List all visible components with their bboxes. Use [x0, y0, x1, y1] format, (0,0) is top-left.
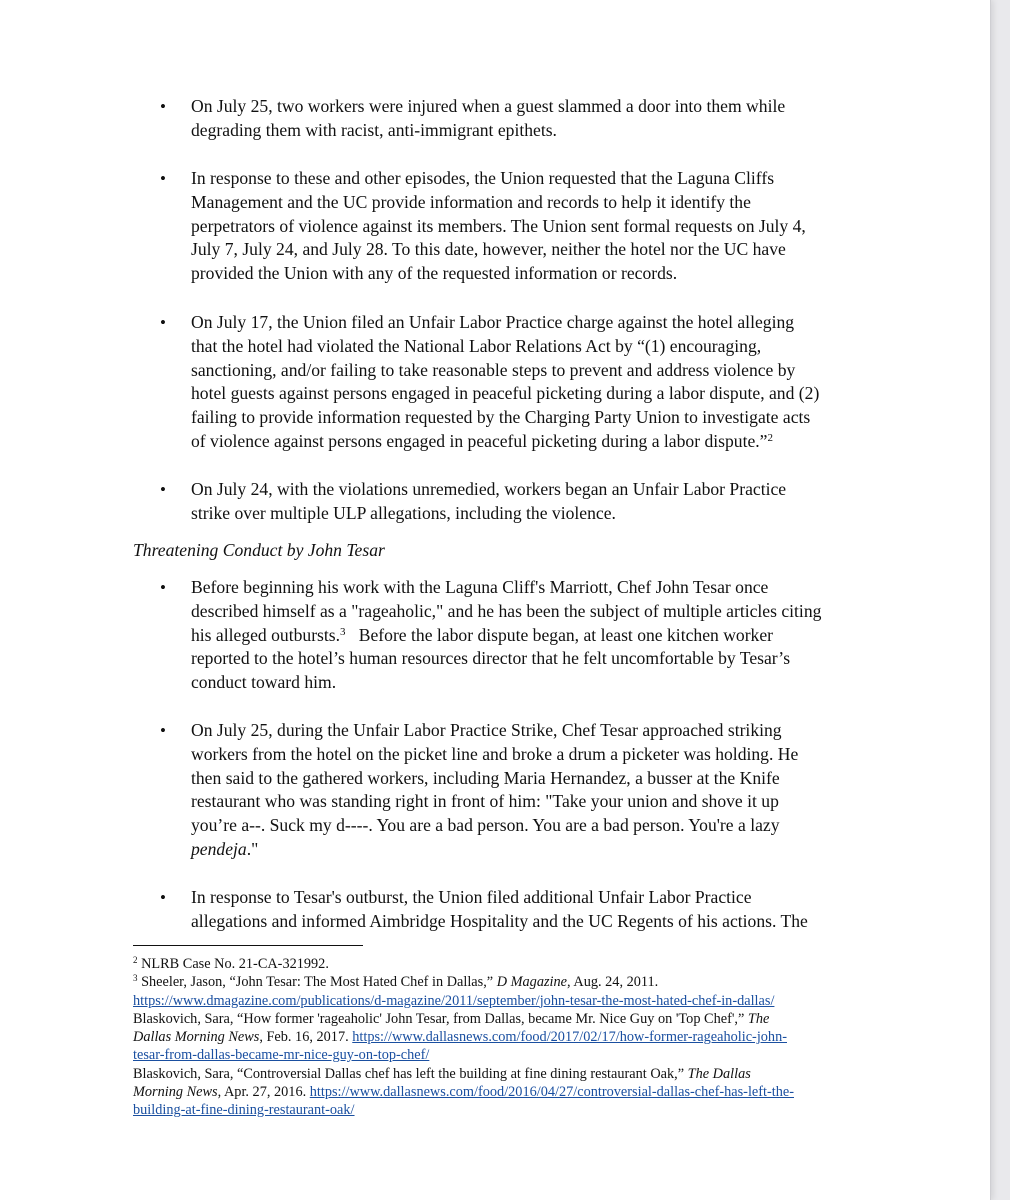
footnote-line [133, 1010, 893, 1028]
bullet-icon: • [160, 480, 166, 499]
text-line: provided the Union with any of the requested information or records. [191, 263, 678, 284]
footnote-ref: 2 [767, 431, 773, 444]
bullet-icon: • [160, 97, 166, 116]
publication-name: Dallas Morning News [133, 1029, 260, 1046]
bullet-text [191, 311, 881, 454]
text-line: that the hotel had violated the National Labor Relations Act by “(1) encouraging, [191, 335, 762, 356]
text-line: conduct toward him. [191, 672, 337, 693]
publication-name: Morning News [133, 1084, 218, 1101]
footnote-text: Blaskovich, Sara, “Controversial Dallas chef has left the building at fine dining restaurant Oak,” [133, 1065, 688, 1082]
text-line: On July 25, two workers were injured when a guest slammed a door into them while [191, 96, 786, 116]
footnote-2 [133, 955, 893, 973]
text-line: hotel guests against persons engaged in peaceful picketing during a labor dispute, and (2) [191, 383, 820, 404]
text-line: failing to provide information requested by the Charging Party Union to investigate acts [191, 407, 811, 428]
text-segment: pendeja [191, 838, 247, 859]
footnote-line [133, 1028, 893, 1046]
bullet-icon: • [160, 169, 166, 188]
text-line: restaurant who was standing right in front of him: "Take your union and shove it up [191, 791, 779, 812]
text-line: In response to Tesar's outburst, the Union filed additional Unfair Labor Practice [191, 887, 752, 907]
text-line: described himself as a "rageaholic," and he has been the subject of multiple articles citing [191, 600, 822, 621]
publication-name: The Dallas [687, 1065, 751, 1082]
footnote-line [133, 1101, 893, 1119]
footnote-line [133, 1065, 893, 1083]
footnote-line [133, 1083, 893, 1101]
dallasnews-link-2017[interactable]: tesar-from-dallas-became-mr-nice-guy-on-top-chef/ [133, 1047, 430, 1064]
dallasnews-link-2016[interactable]: https://www.dallasnews.com/food/2016/04/27/controversial-dallas-chef-has-left-the- [309, 1084, 794, 1101]
text-line: Management and the UC provide information and records to help it identify the [191, 191, 751, 212]
footnote-text: , Aug. 24, 2011. [567, 974, 659, 991]
dmagazine-link[interactable]: https://www.dmagazine.com/publications/d-magazine/2011/september/john-tesar-the-most-hated-chef-in-dallas/ [133, 992, 775, 1009]
footnote-line [133, 992, 893, 1010]
footnote-number: 3 [133, 973, 138, 984]
text-line [191, 430, 881, 454]
text-line: allegations and informed Aimbridge Hospitality and the UC Regents of his actions. The [191, 910, 808, 931]
footnote-line [133, 1046, 893, 1064]
bullet-text [191, 95, 881, 143]
publication-name: D Magazine [496, 974, 568, 991]
text-line: strike over multiple ULP allegations, including the violence. [191, 502, 616, 523]
text-segment: of violence against persons engaged in peaceful picketing during a labor dispute.” [191, 430, 768, 451]
text-line: July 7, July 24, and July 28. To this date, however, neither the hotel nor the UC have [191, 239, 786, 260]
text-line: degrading them with racist, anti-immigrant epithets. [191, 119, 557, 140]
text-line: reported to the hotel’s human resources director that he felt uncomfortable by Tesar’s [191, 648, 791, 669]
footnote-text: NLRB Case No. 21-CA-321992. [137, 956, 329, 972]
text-line: perpetrators of violence against its members. The Union sent formal requests on July 4, [191, 215, 806, 236]
bullet-text [191, 478, 881, 526]
footnote-text: Sheeler, Jason, “John Tesar: The Most Hated Chef in Dallas,” [137, 974, 497, 991]
text-line: workers from the hotel on the picket line and broke a drum a picketer was holding. He [191, 743, 799, 764]
footnote-ref: 3 [340, 625, 346, 638]
footnote-divider [133, 945, 363, 946]
text-segment: his alleged outbursts. [191, 624, 341, 645]
bullet-icon: • [160, 888, 166, 907]
section-heading: Threatening Conduct by John Tesar [133, 540, 385, 560]
text-line: Before beginning his work with the Laguna Cliff's Marriott, Chef John Tesar once [191, 577, 769, 597]
text-segment: ." [246, 838, 259, 859]
text-segment: Before the labor dispute began, at least one kitchen worker [345, 624, 774, 645]
bullet-icon: • [160, 578, 166, 597]
publication-name: The [747, 1010, 770, 1027]
footnote-3 [133, 973, 893, 991]
text-line: On July 25, during the Unfair Labor Practice Strike, Chef Tesar approached striking [191, 720, 782, 740]
text-line [191, 838, 881, 862]
footnote-text: , Feb. 16, 2017. [259, 1029, 353, 1046]
text-line: sanctioning, and/or failing to take reasonable steps to prevent and address violence by [191, 359, 796, 380]
text-line: you’re a--. Suck my d----. You are a bad person. You are a bad person. You're a lazy [191, 815, 780, 836]
bullet-text [191, 886, 881, 934]
footnote-number: 2 [133, 955, 138, 965]
bullet-text [191, 719, 881, 862]
footnote-text: , Apr. 27, 2016. [217, 1084, 310, 1101]
footnote-text: Blaskovich, Sara, “How former 'rageaholic' John Tesar, from Dallas, became Mr. Nice Guy on 'Top Chef',” [133, 1010, 748, 1027]
dallasnews-link-2016[interactable]: building-at-fine-dining-restaurant-oak/ [133, 1102, 355, 1119]
bullet-icon: • [160, 313, 166, 332]
text-line: In response to these and other episodes, the Union requested that the Laguna Cliffs [191, 168, 775, 188]
dallasnews-link-2017[interactable]: https://www.dallasnews.com/food/2017/02/17/how-former-rageaholic-john- [352, 1029, 787, 1046]
text-line [191, 624, 881, 648]
text-line: then said to the gathered workers, including Maria Hernandez, a busser at the Knife [191, 767, 780, 788]
bullet-text [191, 167, 881, 286]
footnotes [133, 955, 893, 1120]
bullet-text [191, 576, 881, 695]
text-line: On July 24, with the violations unremedied, workers began an Unfair Labor Practice [191, 479, 787, 499]
bullet-icon: • [160, 721, 166, 740]
text-line: On July 17, the Union filed an Unfair Labor Practice charge against the hotel alleging [191, 312, 795, 332]
